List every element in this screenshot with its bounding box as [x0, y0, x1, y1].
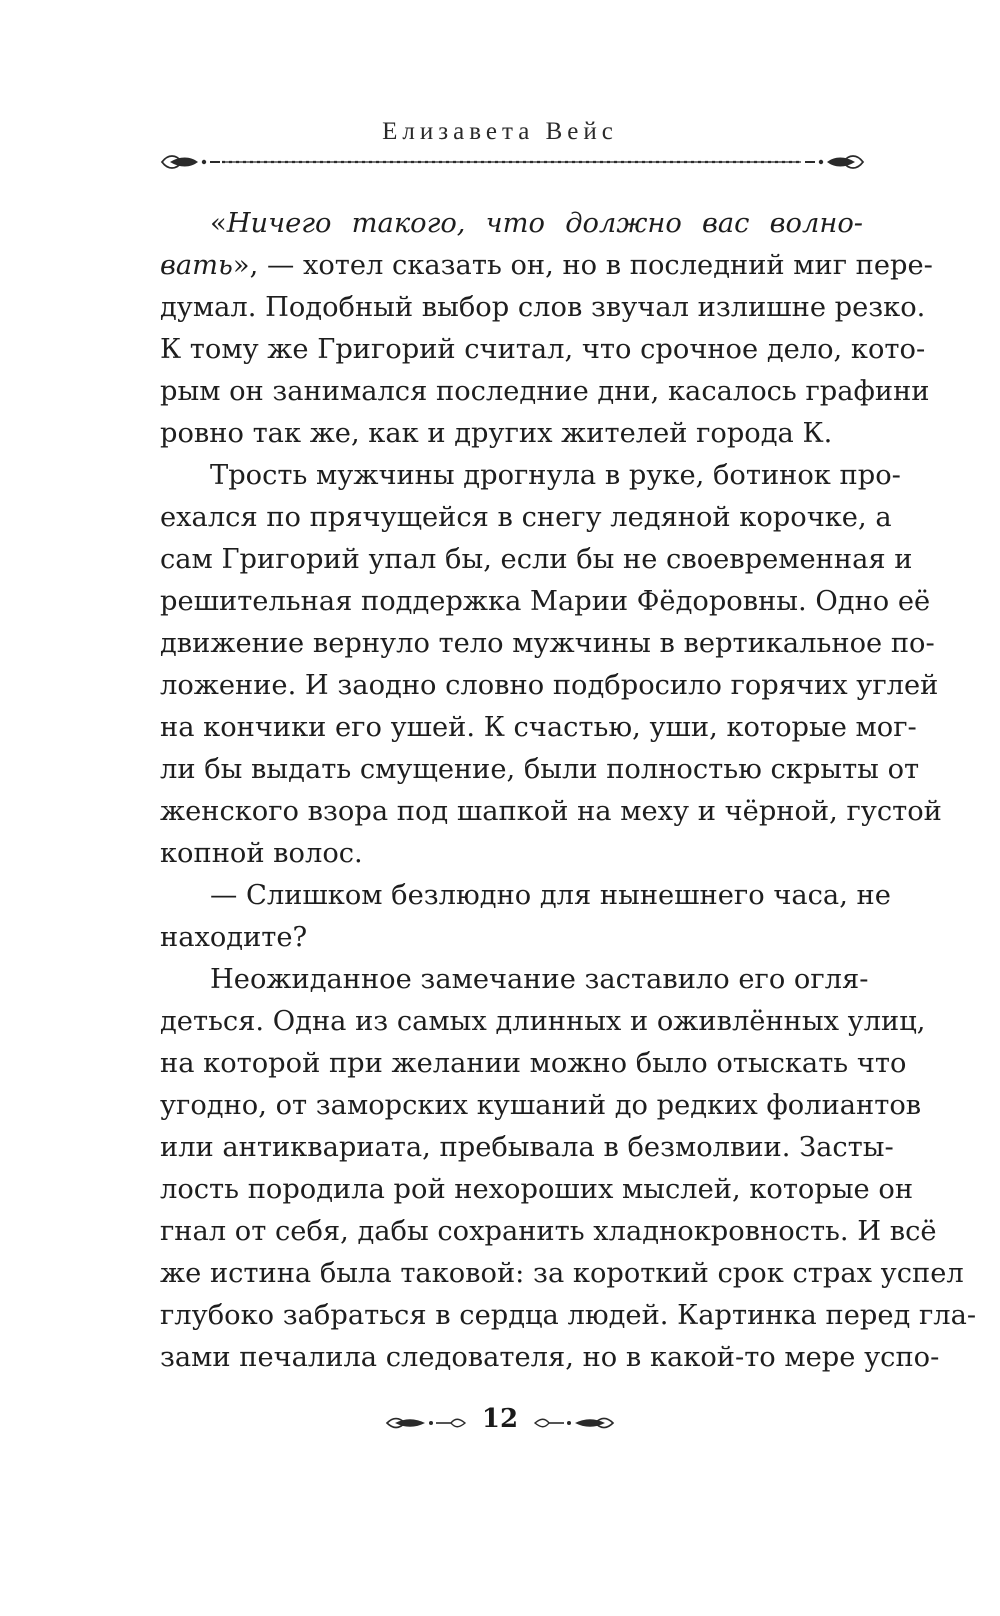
text-line: вать», — хотел сказать он, но в последний миг пере- [160, 250, 933, 281]
page-number: 12 [481, 1404, 519, 1434]
text-line: решительная поддержка Марии Фёдоровны. Одно её [160, 586, 931, 617]
text-line: или антиквариата, пребывала в безмолвии. Засты- [160, 1132, 894, 1163]
text-line: гнал от себя, дабы сохранить хладнокровность. И всё [160, 1216, 937, 1247]
text-line: движение вернуло тело мужчины в вертикальное по- [160, 628, 935, 659]
text-line: копной волос. [160, 838, 363, 869]
italic-phrase: вать [160, 250, 233, 281]
footer-ornament-right-icon [533, 1415, 615, 1431]
text-line: ли бы выдать смущение, были полностью скрыты от [160, 754, 920, 785]
text-line: глубоко забраться в сердца людей. Картинка перед гла- [160, 1300, 977, 1331]
header-ornament-rule [160, 150, 865, 174]
text-line: Неожиданное замечание заставило его огля- [210, 964, 869, 995]
text-line: сам Григорий упал бы, если бы не своевременная и [160, 544, 913, 575]
text-line: думал. Подобный выбор слов звучал излишне резко. [160, 292, 926, 323]
running-head-author: Елизавета Вейс [382, 118, 618, 145]
footer-ornament-left-icon [385, 1415, 467, 1431]
text-line: ровно так же, как и других жителей города К. [160, 418, 833, 449]
body-text [160, 203, 977, 1379]
text-line: деться. Одна из самых длинных и оживлённых улиц, [160, 1006, 926, 1037]
text-line: «Ничего такого, что должно вас волно- [210, 208, 863, 239]
text-line: ехался по прячущейся в снегу ледяной корочке, а [160, 502, 892, 533]
text-line: К тому же Григорий считал, что срочное дело, кото- [160, 334, 926, 365]
text-line: на которой при желании можно было отыскать что [160, 1048, 907, 1079]
text-line: находите? [160, 922, 308, 953]
text-line: лость породила рой нехороших мыслей, которые он [160, 1174, 914, 1205]
italic-phrase: Ничего такого, что должно вас волно- [226, 208, 863, 239]
text-line: на кончики его ушей. К счастью, уши, которые мог- [160, 712, 917, 743]
text-line: — Слишком безлюдно для нынешнего часа, не [210, 880, 891, 911]
text-line: же истина была таковой: за короткий срок страх успел [160, 1258, 964, 1289]
text-line: Трость мужчины дрогнула в руке, ботинок про- [210, 460, 901, 491]
text-line: угодно, от заморских кушаний до редких фолиантов [160, 1090, 922, 1121]
text-line: ложение. И заодно словно подбросило горячих углей [160, 670, 939, 701]
page-footer [0, 1398, 1000, 1448]
text-line: зами печалила следователя, но в какой-то мере успо- [160, 1342, 940, 1373]
text-line: женского взора под шапкой на меху и чёрной, густой [160, 796, 942, 827]
text-line: рым он занимался последние дни, касалось графини [160, 376, 930, 407]
